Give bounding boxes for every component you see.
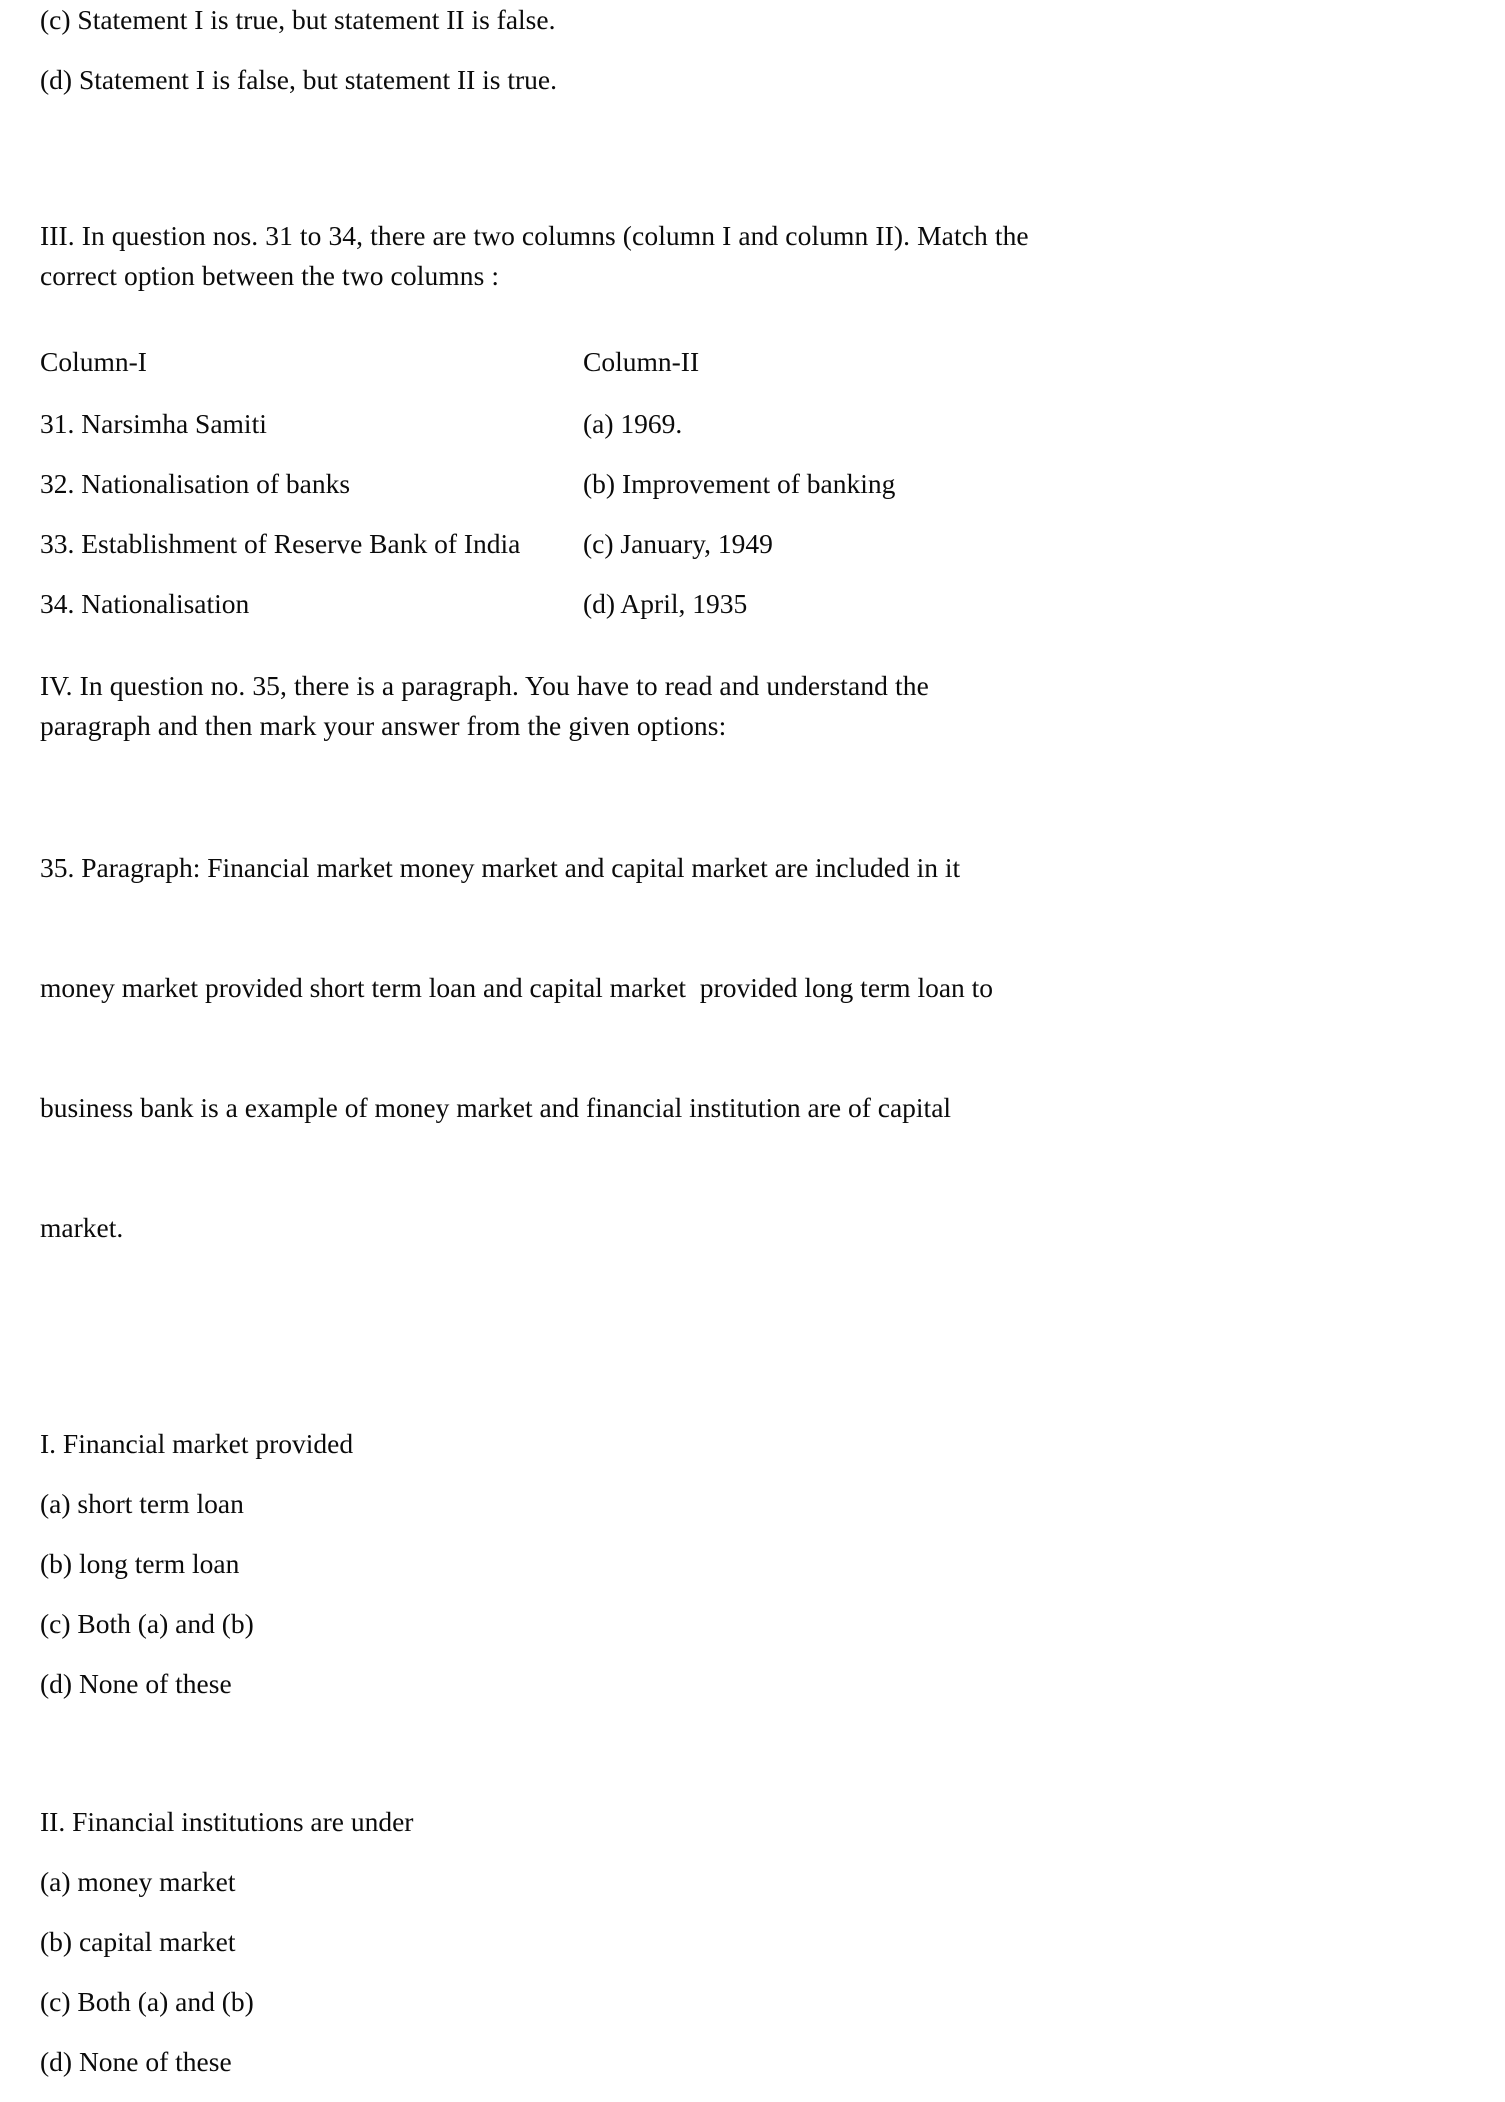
section-four (40, 666, 1130, 2082)
page-content (40, 0, 1130, 2102)
match-item-34-left: 34. Nationalisation (40, 588, 250, 619)
sub-question-2 (40, 1802, 1130, 2082)
table-row (40, 404, 1130, 464)
spacer (40, 746, 1130, 768)
statement-option-d: (d) Statement I is false, but statement II is true. (40, 64, 558, 95)
sub-question-2-option-c: (c) Both (a) and (b) (40, 1986, 254, 2017)
statement-options-group (40, 0, 1130, 100)
match-item-34-right: (d) April, 1935 (583, 588, 748, 619)
match-item-31-right: (a) 1969. (583, 408, 683, 439)
table-row (40, 464, 1130, 524)
spacer (40, 120, 1130, 216)
table-row (40, 524, 1130, 584)
sub-question-2-option-a: (a) money market (40, 1866, 236, 1897)
statement-option-c: (c) Statement I is true, but statement II is false. (40, 4, 556, 35)
sub-question-1 (40, 1424, 1130, 1704)
spacer (40, 1328, 1130, 1424)
sub-question-2-option-b: (b) capital market (40, 1926, 236, 1957)
spacer (40, 296, 1130, 342)
sub-question-2-option-d: (d) None of these (40, 2046, 232, 2077)
section-four-instruction-line-1: IV. In question no. 35, there is a paragraph. You have to read and understand the (40, 670, 929, 701)
match-item-33-left: 33. Establishment of Reserve Bank of India (40, 528, 521, 559)
paragraph-line-3: business bank is a example of money market and financial institution are of capital (40, 1092, 952, 1123)
sub-question-1-option-d: (d) None of these (40, 1668, 232, 1699)
matching-table (40, 342, 1130, 644)
sub-question-1-stem: I. Financial market provided (40, 1428, 354, 1459)
match-item-32-right: (b) Improvement of banking (583, 468, 896, 499)
section-three-instruction-line-1: III. In question nos. 31 to 34, there are two columns (column I and column II). Match the (40, 220, 1029, 251)
spacer (40, 1724, 1130, 1802)
paragraph-line-2: money market provided short term loan and capital market provided long term loan to (40, 972, 994, 1003)
sub-question-2-stem: II. Financial institutions are under (40, 1806, 414, 1837)
match-item-33-right: (c) January, 1949 (583, 528, 773, 559)
match-item-31-left: 31. Narsimha Samiti (40, 408, 267, 439)
paragraph-line-4: market. (40, 1212, 124, 1243)
column-header-right: Column-II (583, 346, 700, 377)
match-item-32-left: 32. Nationalisation of banks (40, 468, 351, 499)
sub-question-1-option-a: (a) short term loan (40, 1488, 244, 1519)
question-35-paragraph (40, 768, 1130, 1328)
column-header-left: Column-I (40, 346, 147, 377)
section-four-instruction-line-2: paragraph and then mark your answer from the given options: (40, 710, 727, 741)
sub-question-1-option-b: (b) long term loan (40, 1548, 240, 1579)
spacer (40, 644, 1130, 666)
section-three-instruction-line-2: correct option between the two columns : (40, 260, 500, 291)
sub-question-1-option-c: (c) Both (a) and (b) (40, 1608, 254, 1639)
table-row (40, 584, 1130, 644)
paragraph-line-1: 35. Paragraph: Financial market money market and capital market are included in it (40, 852, 961, 883)
section-three (40, 216, 1130, 644)
table-header-row (40, 342, 1130, 404)
